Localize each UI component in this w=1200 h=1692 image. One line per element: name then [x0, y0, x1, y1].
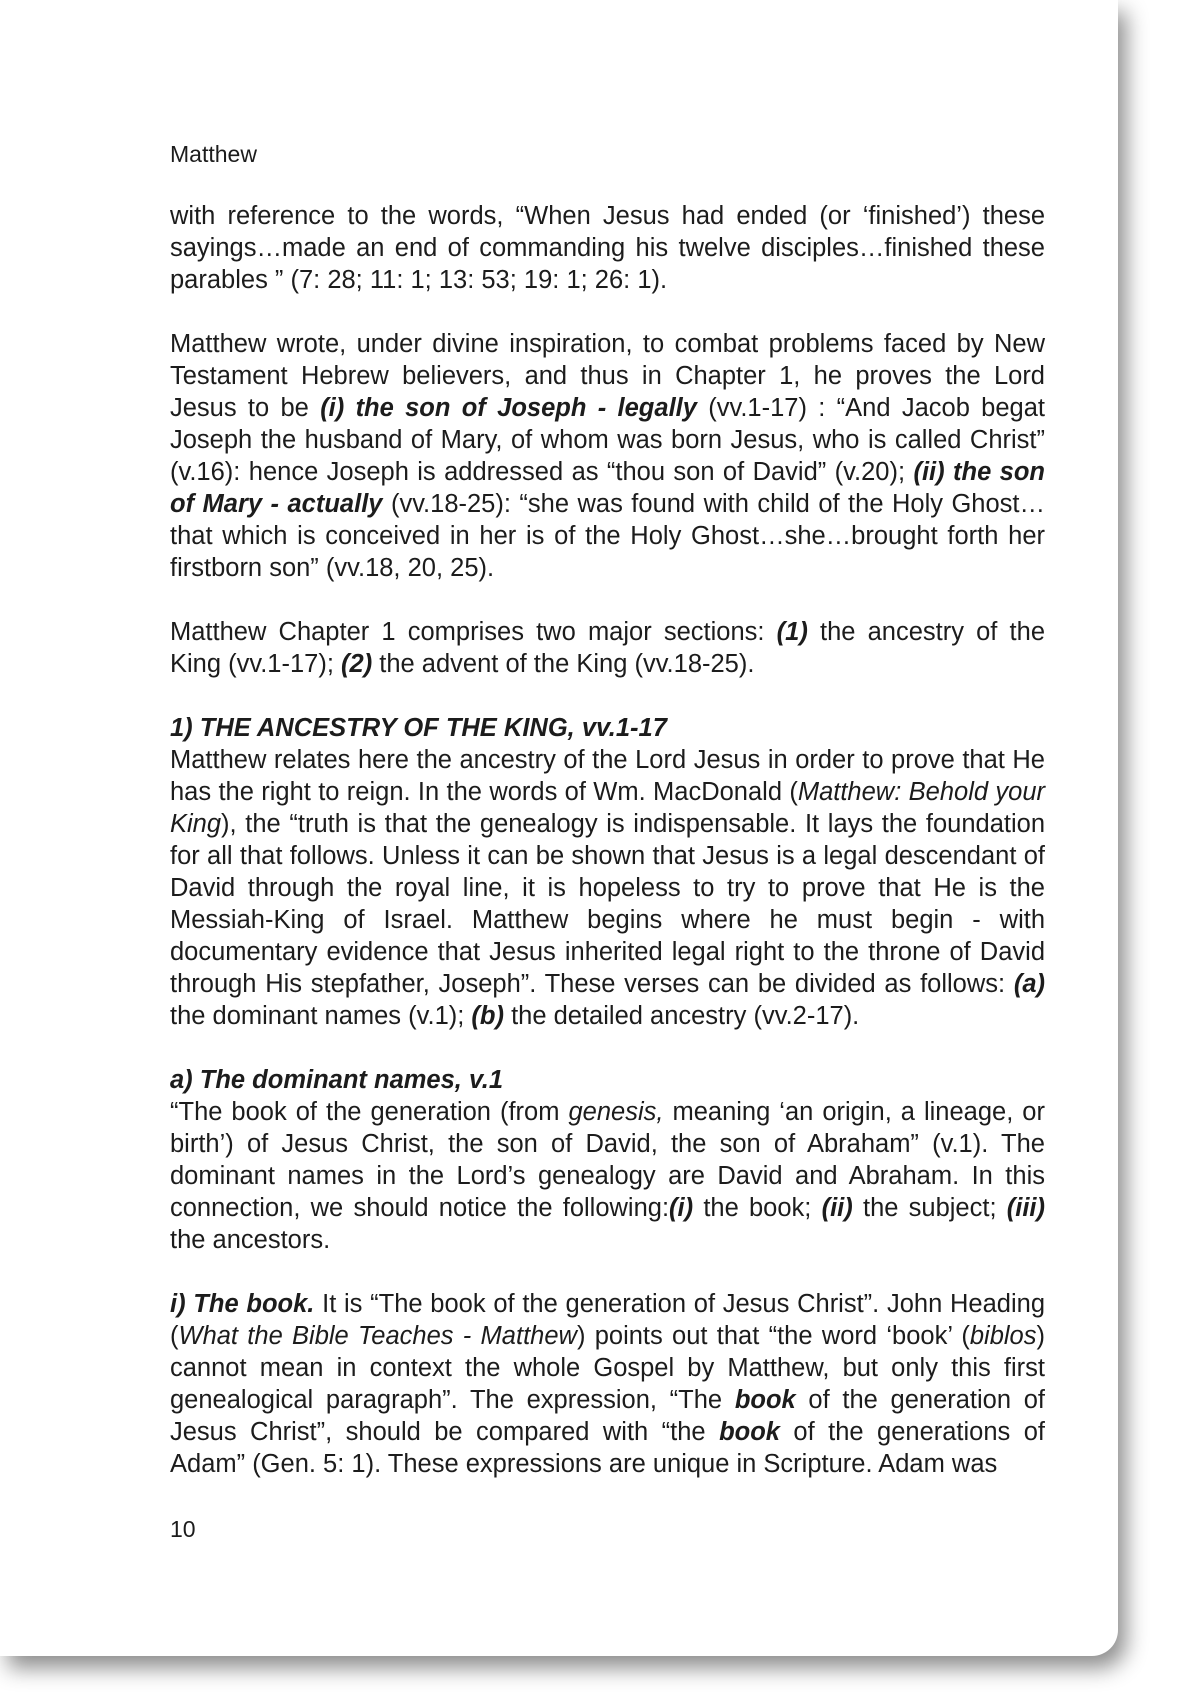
book-title-macdonald: Matthew: Behold your King: [170, 778, 1045, 838]
paragraph-ancestry: Matthew relates here the ancestry of the Lord Jesus in order to prove that He has the right to reign. In the words of Wm. MacDonald (Matthew: Behold your King), the “truth is that the genealogy is indispensable. It lays the foundation for all that follows. Unless it can be shown that Jesus is a legal descendant of David through the royal line, it is hopeless to try to prove that He is the Messiah-King of Israel. Matthew begins where he must begin - with documentary evidence that Jesus inherited legal right to the throne of David through His stepfather, Joseph”. These verses can be divided as follows: (a) the dominant names (v.1); (b) the detailed ancestry (vv.2-17).: [170, 746, 1045, 1030]
run-in-heading-the-book: i) The book.: [170, 1290, 315, 1318]
marker-a: (a): [1013, 970, 1045, 998]
page-body: [170, 140, 1045, 1480]
term-genesis: genesis,: [568, 1098, 664, 1126]
emphasis-book-1: book: [734, 1386, 796, 1414]
subsection-heading-dominant-names: a) The dominant names, v.1: [170, 1066, 504, 1094]
section-heading-ancestry: 1) THE ANCESTRY OF THE KING, vv.1-17: [170, 714, 667, 742]
paragraph-purpose: Matthew wrote, under divine inspiration, to combat problems faced by New Testament Hebrew believers, and thus in Chapter 1, he proves the Lord Jesus to be (i) the son of Joseph - legally (vv.1-17) : “And Jacob begat Joseph the husband of Mary, of whom was born Jesus, who is called Christ” (v.16): hence Joseph is addressed as “thou son of David” (v.20); (ii) the son of Mary - actually (vv.18-25): “she was found with child of the Holy Ghost…that which is conceived in her is of the Holy Ghost…she…brought forth her firstborn son” (vv.18, 20, 25).: [170, 330, 1045, 582]
emphasis-son-of-mary: (ii) the son of Mary - actually: [170, 458, 1045, 518]
marker-b: (b): [471, 1002, 504, 1030]
marker-2: (2): [341, 650, 373, 678]
marker-iii: (iii): [1006, 1194, 1045, 1222]
emphasis-book-2: book: [719, 1418, 780, 1446]
page-number: 10: [170, 1516, 196, 1542]
running-head: Matthew: [170, 141, 257, 167]
emphasis-son-of-joseph: (i) the son of Joseph - legally: [320, 394, 697, 422]
marker-1: (1): [776, 618, 808, 646]
paragraph-intro-continued: with reference to the words, “When Jesus had ended (or ‘finished’) these sayings…made an end of commanding his twelve disciples…finished these parables ” (7: 28; 11: 1; 13: 53; 19: 1; 26: 1).: [170, 202, 1045, 294]
paragraph-sections: Matthew Chapter 1 comprises two major sections: (1) the ancestry of the King (vv.1-17); (2) the advent of the King (vv.18-25).: [170, 618, 1045, 678]
marker-i: (i): [669, 1194, 694, 1222]
paragraph-the-book: i) The book. It is “The book of the generation of Jesus Christ”. John Heading (What the Bible Teaches - Matthew) points out that “the word ‘book’ (biblos) cannot mean in context the whole Gospel by Matthew, but only this first genealogical paragraph”. The expression, “The book of the generation of Jesus Christ”, should be compared with “the book of the generations of Adam” (Gen. 5: 1). These expressions are unique in Scripture. Adam was: [170, 1290, 1046, 1478]
paragraph-dominant-names: “The book of the generation (from genesis, meaning ‘an origin, a lineage, or birth’) of Jesus Christ, the son of David, the son of Abraham” (v.1). The dominant names in the Lord’s genealogy are David and Abraham. In this connection, we should notice the following:(i) the book; (ii) the subject; (iii) the ancestors.: [170, 1098, 1045, 1254]
term-biblos: biblos: [969, 1322, 1037, 1350]
marker-ii: (ii): [821, 1194, 853, 1222]
book-title-heading: What the Bible Teaches - Matthew: [178, 1322, 577, 1350]
